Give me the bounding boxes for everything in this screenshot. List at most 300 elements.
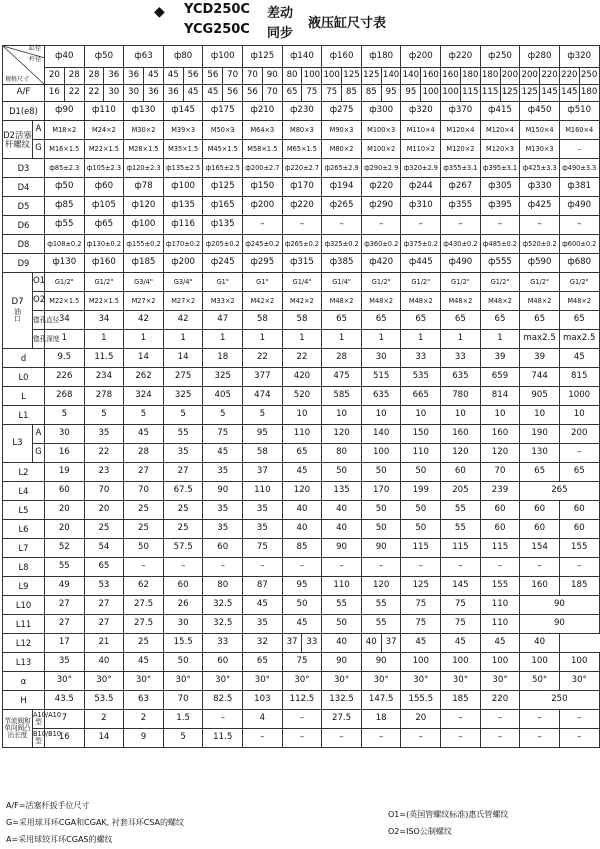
value-cell: ф245±0.2 (243, 235, 283, 254)
l3-a-cell: 120 (322, 425, 362, 444)
l3-a-label: A (33, 425, 45, 444)
row-label: D1(e8) (3, 102, 45, 121)
hole-depth-cell: 1 (361, 330, 401, 349)
value-cell: 278 (84, 387, 124, 406)
value-cell: 155 (480, 577, 520, 596)
l3-g-cell: 65 (282, 444, 322, 463)
d7-o2-label: O2 (33, 292, 45, 311)
value-cell: 53 (84, 577, 124, 596)
row-label: L1 (3, 406, 45, 425)
value-cell: ф555 (480, 254, 520, 273)
hole-depth-cell: 1 (124, 330, 164, 349)
hole-depth-cell: 1 (163, 330, 203, 349)
af-cell: 36 (163, 85, 183, 102)
d2-g-cell: M100×2 (361, 140, 401, 159)
l3-a-cell: 160 (441, 425, 481, 444)
hole-depth-cell: max2.5 (520, 330, 560, 349)
value-cell: 5 (203, 406, 243, 425)
value-cell: 160 (520, 577, 560, 596)
value-cell: ф265 (322, 197, 362, 216)
af-cell: 75 (322, 85, 342, 102)
value-cell: 27 (163, 463, 203, 482)
value-cell: 535 (401, 368, 441, 387)
rod-header: 220 (540, 68, 560, 85)
value-cell: 49 (45, 577, 85, 596)
value-cell: – (322, 558, 362, 577)
value-cell: ф425 (520, 197, 560, 216)
value-cell: 50 (322, 463, 362, 482)
value-cell: 30° (559, 672, 599, 691)
value-cell: ф245 (203, 254, 243, 273)
value-cell: ф65 (84, 216, 124, 235)
d2-label: D2活塞杆螺纹 (3, 121, 33, 159)
l3-g-cell: 45 (203, 444, 243, 463)
value-cell: 65 (520, 463, 560, 482)
d7-o2-cell: M48×2 (520, 292, 560, 311)
d7-o1-cell: G1/2" (441, 273, 481, 292)
value-cell: 40 (322, 501, 362, 520)
value-cell: 665 (401, 387, 441, 406)
value-cell: 132.5 (322, 691, 362, 710)
value-cell: 115 (480, 539, 520, 558)
af-cell: 95 (401, 85, 421, 102)
d7-o2-cell: M48×2 (441, 292, 481, 311)
value-cell: ф85 (45, 197, 85, 216)
value-cell: – (282, 216, 322, 235)
af-cell: 75 (302, 85, 322, 102)
value-cell: 55 (361, 596, 401, 615)
bore-header: ф250 (480, 46, 520, 68)
value-cell: ф205±0.2 (203, 235, 243, 254)
value-cell: – (520, 558, 560, 577)
value-cell: 55 (45, 558, 85, 577)
value-cell: 55 (441, 520, 481, 539)
value-cell: ф175 (203, 102, 243, 121)
d2-g-cell: M45×1.5 (203, 140, 243, 159)
value-cell: 265 (520, 482, 599, 501)
value-cell: ф135 (163, 197, 203, 216)
value-cell: – (520, 216, 560, 235)
rod-header: 140 (401, 68, 421, 85)
value-cell: ф165±2.5 (203, 159, 243, 178)
value-cell: 22 (282, 349, 322, 368)
value-cell: 262 (124, 368, 164, 387)
value-cell: ф330 (520, 178, 560, 197)
rod-header: 250 (579, 68, 599, 85)
value-cell: 75 (441, 596, 481, 615)
value-cell: 50 (322, 615, 362, 634)
d7-o2-cell: M48×2 (559, 292, 599, 311)
value-cell: 54 (84, 539, 124, 558)
value-cell: 50 (282, 596, 322, 615)
d2-a-cell: M50×3 (203, 121, 243, 140)
value-cell: 515 (361, 368, 401, 387)
af-cell: 100 (441, 85, 461, 102)
valve-a10-cell: 18 (361, 710, 401, 729)
af-cell: 45 (203, 85, 223, 102)
value-cell: 62 (124, 577, 164, 596)
valve-b10-cell: – (361, 729, 401, 748)
af-cell: 145 (540, 85, 560, 102)
d7-o2-cell: M42×2 (282, 292, 322, 311)
value-cell: – (480, 216, 520, 235)
corner-spec-label: 规格尺寸 (5, 75, 30, 83)
value-cell: 125 (401, 577, 441, 596)
value-cell: 14 (124, 349, 164, 368)
value-cell: ф130 (124, 102, 164, 121)
value-cell: ф381 (559, 178, 599, 197)
af-cell: 100 (421, 85, 441, 102)
row-label: H (3, 691, 45, 710)
value-cell: 10 (401, 406, 441, 425)
value-cell: 15.5 (163, 634, 203, 653)
value-cell: – (401, 216, 441, 235)
value-cell: 60 (520, 520, 560, 539)
value-cell: 30° (45, 672, 85, 691)
row-label: L0 (3, 368, 45, 387)
type-synchronous: 同步 (267, 26, 294, 41)
value-cell: ф490 (559, 197, 599, 216)
bore-header: ф50 (84, 46, 124, 68)
rod-header: 140 (381, 68, 401, 85)
d7-o1-cell: G1/2" (45, 273, 85, 292)
value-cell: 50 (124, 539, 164, 558)
value-cell: ф78 (124, 178, 164, 197)
rod-header: 220 (559, 68, 579, 85)
l3-g-cell: 120 (441, 444, 481, 463)
value-cell: 87 (243, 577, 283, 596)
value-cell: 39 (480, 349, 520, 368)
d7-o2-cell: M48×2 (480, 292, 520, 311)
value-cell: 115 (441, 539, 481, 558)
value-cell: 5 (45, 406, 85, 425)
value-cell: – (559, 216, 599, 235)
row-label: D4 (3, 178, 45, 197)
value-cell: 5 (84, 406, 124, 425)
value-cell: 75 (401, 596, 441, 615)
value-cell: ф275 (322, 102, 362, 121)
value-cell: 26 (163, 596, 203, 615)
d2-a-cell: M90×3 (322, 121, 362, 140)
value-cell: 147.5 (361, 691, 401, 710)
value-cell: 474 (243, 387, 283, 406)
value-cell: 185 (441, 691, 481, 710)
value-cell: 324 (124, 387, 164, 406)
value-cell: 70 (163, 691, 203, 710)
value-cell: ф210 (243, 102, 283, 121)
value-cell: 112.5 (282, 691, 322, 710)
value-cell: ф230 (282, 102, 322, 121)
value-cell: ф355±3.1 (441, 159, 481, 178)
value-cell: – (124, 558, 164, 577)
value-cell: 30° (163, 672, 203, 691)
value-cell: 32.5 (203, 596, 243, 615)
value-cell: 120 (282, 482, 322, 501)
valve-b10-cell: – (322, 729, 362, 748)
d7-o1-cell: G1/2" (520, 273, 560, 292)
l3-g-cell: 16 (45, 444, 85, 463)
value-cell: 30° (203, 672, 243, 691)
value-cell: 11.5 (84, 349, 124, 368)
value-cell: 520 (282, 387, 322, 406)
value-cell: 27.5 (124, 596, 164, 615)
value-cell: ф160 (84, 254, 124, 273)
value-cell: – (441, 216, 481, 235)
valve-label: 节流阀和单向阀凸出长度 (3, 710, 33, 748)
value-cell: ф150 (243, 178, 283, 197)
valve-b10-cell: 16 (45, 729, 85, 748)
rod-header: 28 (64, 68, 84, 85)
d2-g-cell: M80×2 (322, 140, 362, 159)
d7-o2-cell: M48×2 (322, 292, 362, 311)
bore-header: ф63 (124, 46, 164, 68)
value-cell: 40 (84, 653, 124, 672)
hole-depth-cell: 1 (203, 330, 243, 349)
value-cell: 45 (441, 634, 481, 653)
rod-header: 180 (460, 68, 480, 85)
d7-o2-cell: M22×1.5 (45, 292, 85, 311)
value-cell: 135 (322, 482, 362, 501)
af-cell: 115 (460, 85, 480, 102)
value-cell: ф510 (559, 102, 599, 121)
value-cell: 25 (124, 520, 164, 539)
page-title: 液压缸尺寸表 (308, 16, 387, 31)
bore-header: ф280 (520, 46, 560, 68)
value-cell: 110 (322, 577, 362, 596)
value-cell: ф220±2.7 (282, 159, 322, 178)
d2-g-cell: M58×1.5 (243, 140, 283, 159)
d7-o1-cell: G1/4" (322, 273, 362, 292)
value-cell: ф105 (84, 197, 124, 216)
d7-o2-cell: M33×2 (203, 292, 243, 311)
row-label: D6 (3, 216, 45, 235)
value-cell: ф100 (163, 178, 203, 197)
row-label: L11 (3, 615, 45, 634)
hole-diameter-cell: 34 (45, 311, 85, 330)
value-cell: ф100 (124, 216, 164, 235)
value-cell: 10 (361, 406, 401, 425)
value-cell: 27.5 (124, 615, 164, 634)
value-cell: 45 (401, 634, 441, 653)
hole-diameter-cell: 42 (124, 311, 164, 330)
value-cell: 60 (480, 501, 520, 520)
type-differential: 差动 (267, 6, 294, 21)
value-cell: 50 (401, 463, 441, 482)
value-cell: 39 (520, 349, 560, 368)
value-cell: ф200±2.7 (243, 159, 283, 178)
value-cell: 780 (441, 387, 481, 406)
value-cell: ф116 (163, 216, 203, 235)
value-cell: 205 (441, 482, 481, 501)
value-cell: 120 (361, 577, 401, 596)
d7-o2-cell: M42×2 (243, 292, 283, 311)
value-cell: 60 (480, 520, 520, 539)
value-cell: 70 (124, 482, 164, 501)
value-cell: 35 (203, 520, 243, 539)
value-cell: 30 (361, 349, 401, 368)
value-cell: – (441, 558, 481, 577)
value-cell: 22 (243, 349, 283, 368)
valve-a10-cell: – (480, 710, 520, 729)
valve-a10-cell: – (520, 710, 560, 729)
value-cell: 659 (480, 368, 520, 387)
valve-b10-cell: – (520, 729, 560, 748)
value-cell: ф290±2.9 (361, 159, 401, 178)
valve-b10-cell: 5 (163, 729, 203, 748)
d7-o1-cell: G3/4" (163, 273, 203, 292)
d7-sub: 油口 (14, 307, 21, 323)
value-cell: 50 (163, 653, 203, 672)
value-cell: – (282, 558, 322, 577)
rod-header: 100 (322, 68, 342, 85)
value-cell: 33 (203, 634, 243, 653)
d2-a-label: A (33, 121, 45, 140)
value-cell: 154 (520, 539, 560, 558)
value-cell: 80 (203, 577, 243, 596)
value-cell: 30° (441, 672, 481, 691)
value-cell: 35 (243, 615, 283, 634)
dimension-table (2, 45, 600, 748)
hole-diameter-cell: 65 (441, 311, 481, 330)
af-cell: 125 (520, 85, 540, 102)
value-cell: 33 (401, 349, 441, 368)
value-cell: 325 (203, 368, 243, 387)
l3-a-cell: 110 (282, 425, 322, 444)
value-cell: 45 (480, 634, 520, 653)
value-cell: ф490±3.3 (559, 159, 599, 178)
valve-b10-label: B10/B10型 (33, 729, 45, 748)
value-cell: 50 (361, 520, 401, 539)
row-label: D3 (3, 159, 45, 178)
rod-header: 70 (243, 68, 263, 85)
d2-g-label: G (33, 140, 45, 159)
value-cell: 18 (203, 349, 243, 368)
value-cell: ф220 (361, 178, 401, 197)
hole-depth-label: 锪孔深度 (33, 330, 45, 349)
value-cell: 55 (441, 501, 481, 520)
l3-g-cell: 35 (163, 444, 203, 463)
l3-g-cell: 58 (243, 444, 283, 463)
rod-header: 20 (45, 68, 65, 85)
l3-a-cell: 150 (401, 425, 441, 444)
value-cell: 220 (480, 691, 520, 710)
value-cell: ф315 (282, 254, 322, 273)
hole-depth-cell: 1 (45, 330, 85, 349)
value-cell: 199 (401, 482, 441, 501)
value-cell: ф135±2.5 (163, 159, 203, 178)
bore-header: ф320 (559, 46, 599, 68)
rod-header: 200 (500, 68, 520, 85)
value-cell: 10 (441, 406, 481, 425)
d2-a-cell: M80×3 (282, 121, 322, 140)
value-cell: 90 (520, 615, 599, 634)
value-cell: 35 (45, 653, 85, 672)
value-cell: 35 (243, 520, 283, 539)
af-cell: 56 (243, 85, 263, 102)
value-cell: 35 (203, 463, 243, 482)
value-cell: 40 (322, 520, 362, 539)
bore-header: ф160 (322, 46, 362, 68)
d7-o1-label: O1 (33, 273, 45, 292)
af-cell: 180 (579, 85, 599, 102)
d2-a-cell: M100×3 (361, 121, 401, 140)
hole-depth-cell: 1 (441, 330, 481, 349)
value-cell: 40 (282, 501, 322, 520)
value-cell: 60 (203, 539, 243, 558)
value-cell: 40 (282, 520, 322, 539)
value-cell: 25 (124, 501, 164, 520)
value-cell: ф85±2.3 (45, 159, 85, 178)
value-cell: ф370 (441, 102, 481, 121)
valve-a10-cell: 2 (84, 710, 124, 729)
d2-g-cell: M65×1.5 (282, 140, 322, 159)
value-cell: 60 (559, 520, 599, 539)
hole-depth-cell: max2.5 (559, 330, 599, 349)
value-cell: 10 (322, 406, 362, 425)
note-o2: O2=ISO公制螺纹 (388, 827, 452, 836)
value-cell: 65 (243, 653, 283, 672)
d2-a-cell: M18×2 (45, 121, 85, 140)
d2-g-cell: M22×1.5 (84, 140, 124, 159)
af-cell: 115 (480, 85, 500, 102)
rod-header: 70 (223, 68, 243, 85)
value-cell: 25 (84, 520, 124, 539)
value-cell: ф680 (559, 254, 599, 273)
af-cell: 36 (144, 85, 164, 102)
l3-g-cell: 130 (520, 444, 560, 463)
d2-g-cell: M130×3 (520, 140, 560, 159)
l3-a-cell: 200 (559, 425, 599, 444)
row-label: L12 (3, 634, 45, 653)
af-cell: 145 (559, 85, 579, 102)
value-cell: ф265±0.2 (282, 235, 322, 254)
d7-o1-cell: G1/2" (361, 273, 401, 292)
value-cell: ф320 (401, 102, 441, 121)
value-cell: 25 (163, 501, 203, 520)
d2-a-cell: M120×4 (480, 121, 520, 140)
l3-a-cell: 95 (243, 425, 283, 444)
value-cell: 103 (243, 691, 283, 710)
value-cell: ф90 (45, 102, 85, 121)
d7-o1-cell: G1/2" (401, 273, 441, 292)
valve-a10-cell: 1.5 (163, 710, 203, 729)
row-label: L2 (3, 463, 45, 482)
value-cell: 585 (322, 387, 362, 406)
value-cell: 50° (520, 672, 560, 691)
l3-a-cell: 45 (124, 425, 164, 444)
d7-o1-cell: G3/4" (124, 273, 164, 292)
value-cell: 30 (163, 615, 203, 634)
value-cell: ф165 (203, 197, 243, 216)
diamond-icon: ◆ (154, 4, 165, 20)
value-cell: 60 (163, 577, 203, 596)
value-cell: 85 (282, 539, 322, 558)
note-af: A/F=活塞杆扳手位尺寸 (6, 801, 90, 810)
value-cell: ф325±0.2 (322, 235, 362, 254)
value-cell: 20 (45, 501, 85, 520)
value-cell: 57.5 (163, 539, 203, 558)
rod-header: 180 (480, 68, 500, 85)
value-cell: ф415 (480, 102, 520, 121)
value-cell: 32.5 (203, 615, 243, 634)
value-cell: 70 (480, 463, 520, 482)
l3-g-cell: 100 (361, 444, 401, 463)
value-cell: – (480, 558, 520, 577)
value-cell: ф450 (520, 102, 560, 121)
value-cell: 33 (302, 634, 322, 653)
corner-cell (3, 46, 45, 85)
d7-o1-cell: G1" (243, 273, 283, 292)
